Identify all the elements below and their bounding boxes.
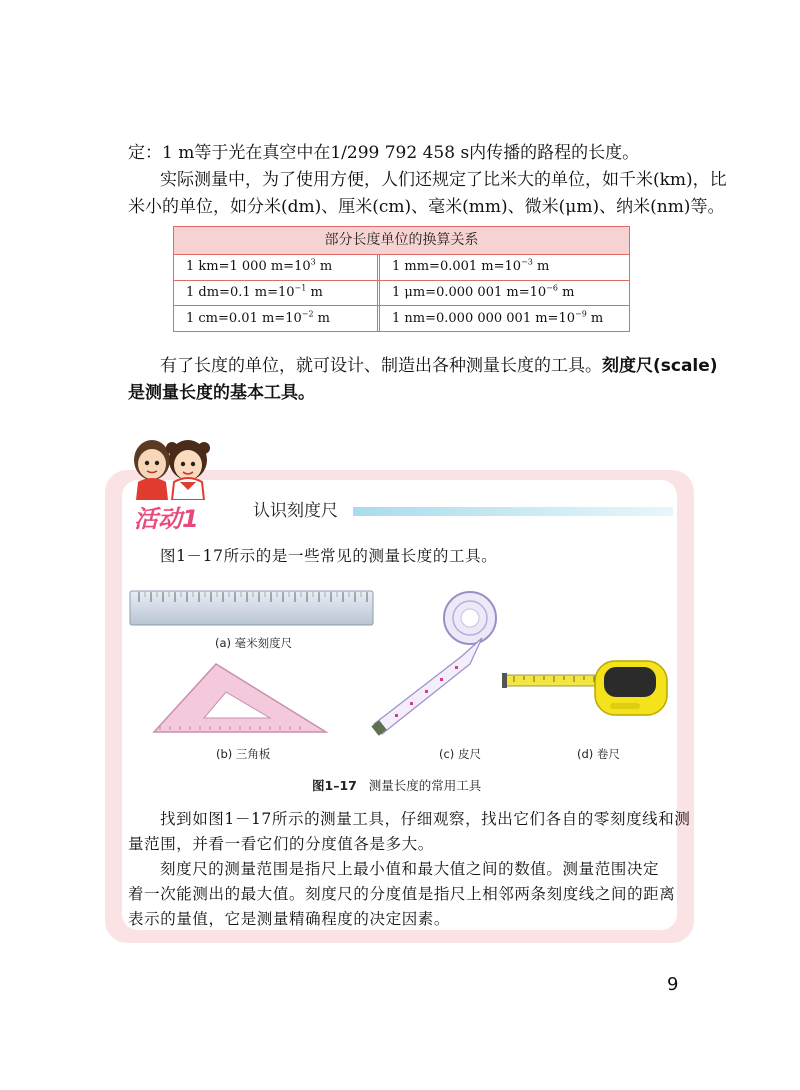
activity-para-2-line-2: 着一次能测出的最大值。刻度尺的分度值是指尺上相邻两条刻度线之间的距离 (128, 885, 676, 903)
title-decor-bar (353, 507, 673, 516)
activity-para-2-line-1: 刻度尺的测量范围是指尺上最小值和最大值之间的数值。测量范围决定 (160, 860, 660, 878)
activity-label: 活动1 (134, 505, 199, 533)
soft-tape-image (370, 586, 520, 741)
table-cell: 1 mm=0.001 $m=10^{-3}$ m (392, 257, 550, 274)
text-line-definition: 定：1 m等于光在真空中在1/299 792 458 s内传播的路程的长度。 (128, 143, 640, 163)
table-cell: 1 km=1 000 $m=10^3$ m (186, 257, 333, 274)
activity-intro: 图1－17所示的是一些常见的测量长度的工具。 (160, 547, 498, 565)
conversion-table (173, 226, 630, 332)
text-line-practical: 实际测量中，为了使用方便，人们还规定了比米大的单位，如千米(km)，比 (160, 170, 727, 190)
activity-para-2-line-3: 表示的量值，它是测量精确程度的决定因素。 (128, 910, 451, 928)
table-title: 部分长度单位的换算关系 (174, 227, 629, 255)
table-cell: 1 dm=0.1 $m=10^{-1}$ m (186, 283, 323, 300)
text-line-units: 米小的单位，如分米(dm)、厘米(cm)、毫米(mm)、微米(μm)、纳米(nm)等。 (128, 197, 725, 217)
triangle-ruler-image (150, 660, 330, 735)
table-cell: 1 μm=0.000 001 $m=10^{-6}$ m (392, 283, 575, 300)
table-column-divider (377, 254, 380, 331)
page-number: 9 (667, 974, 679, 995)
caption-triangle: (b) 三角板 (216, 747, 271, 761)
text-line-basic-tool: 是测量长度的基本工具。 (128, 383, 315, 403)
caption-tape-measure: (d) 卷尺 (577, 747, 620, 761)
table-cell: 1 nm=0.000 000 001 $m=10^{-9}$ m (392, 309, 604, 326)
caption-soft-tape: (c) 皮尺 (439, 747, 481, 761)
caption-ruler: (a) 毫米刻度尺 (215, 636, 293, 650)
activity-para-1-line-1: 找到如图1－17所示的测量工具，仔细观察，找出它们各自的零刻度线和测 (160, 810, 691, 828)
activity-para-1-line-2: 量范围，并看一看它们的分度值各是多大。 (128, 835, 434, 853)
ruler-image (129, 589, 375, 629)
figure-title: 测量长度的常用工具 (368, 778, 482, 793)
figure-label: 图1–17 (312, 778, 357, 793)
table-cell: 1 cm=0.01 $m=10^{-2}$ m (186, 309, 331, 326)
term-scale: 刻度尺(scale) (602, 356, 718, 376)
figure-caption (312, 776, 481, 794)
kids-illustration (128, 434, 218, 500)
tape-measure-image (500, 655, 675, 720)
activity-title: 认识刻度尺 (253, 501, 338, 521)
text-line-tools: 有了长度的单位，就可设计、制造出各种测量长度的工具。刻度尺(scale) (160, 356, 718, 376)
